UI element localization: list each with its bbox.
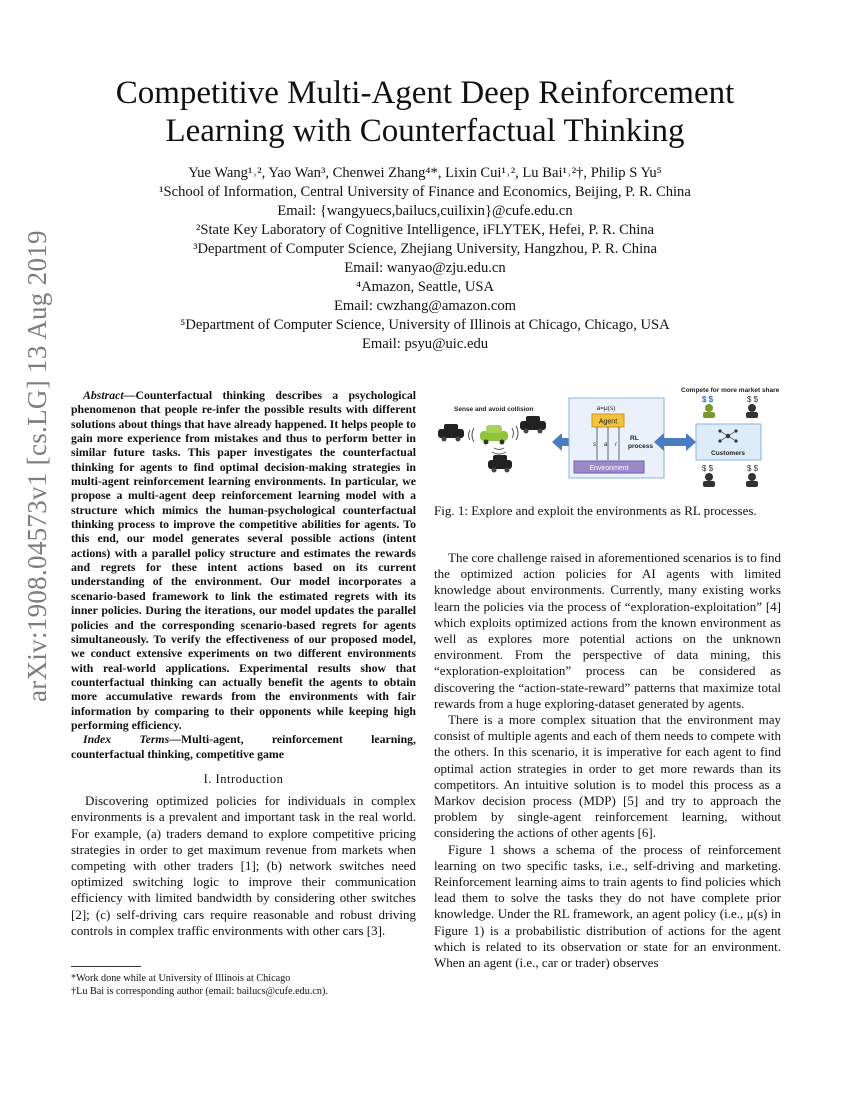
figure-1-diagram: [434, 380, 781, 495]
dollar-bottom-left: $ $: [702, 464, 714, 473]
agent-label: Agent: [598, 418, 618, 426]
environment-label: Environment: [589, 465, 629, 472]
dollar-top-right: $ $: [747, 395, 759, 404]
arxiv-sidebar-identifier: arXiv:1908.04573v1 [cs.LG] 13 Aug 2019: [22, 230, 52, 702]
index-terms-label: Index Terms: [83, 732, 170, 747]
trader-top-right-icon: [746, 404, 758, 418]
left-column: [71, 388, 416, 939]
author-block: [70, 164, 780, 354]
sensor-wave-right-icon: [512, 426, 518, 440]
sensor-wave-left-icon: [469, 428, 475, 442]
right-paragraph-2: There is a more complex situation that the environment may consist of multiple agents and each of them needs to compete with the others. In this scenario, it is imperative for each agent to find optimal action strategies in order to get more rewards than its competitors. An intuitive solution is to model this process as a Markov decision process (MDP) [5] and try to approach the problem by single-agent reinforcement learning, without considering the actions of other agents [6].: [434, 712, 781, 841]
footnote-2: †Lu Bai is corresponding author (email: bailucs@cufe.edu.cn).: [71, 986, 328, 997]
affiliation-1: ¹School of Information, Central University of Finance and Economics, Beijing, P. R. China: [159, 184, 691, 200]
rl-label: RL: [630, 435, 639, 442]
right-column: [434, 550, 781, 971]
action-symbol: a: [604, 442, 608, 448]
index-terms: [71, 732, 416, 761]
footnote-rule: [71, 966, 141, 967]
reward-symbol: r: [615, 442, 617, 448]
intro-paragraph: Discovering optimized policies for individuals in complex environments is a prevalent and important task in the real world. For example, (a) traders demand to explore competitive pricing strategies in order to get maximum revenue from markets when competing with other traders [1]; (b) network switches need optimized switching logic to improve their communication efficiency with limited bandwidth by considering other switches [2]; (c) self-driving cars require reasonable and robust driving controls in complex traffic environments with other cars [3].: [71, 793, 416, 938]
policy-label: a=μ(s): [596, 405, 616, 412]
author-list: Yue Wang¹˒², Yao Wan³, Chenwei Zhang⁴*, Lixin Cui¹˒², Lu Bai¹˒²†, Philip S Yu⁵: [188, 165, 662, 181]
title-line-2: Learning with Counterfactual Thinking: [165, 113, 685, 149]
title-line-1: Competitive Multi-Agent Deep Reinforcement: [115, 75, 735, 111]
affiliation-4: ⁴Amazon, Seattle, USA: [355, 279, 495, 295]
trader-bottom-right-icon: [746, 473, 758, 487]
state-symbol: s: [593, 442, 596, 448]
abstract: [71, 388, 416, 732]
affiliation-3: ³Department of Computer Science, Zhejiang University, Hangzhou, P. R. China: [193, 241, 657, 257]
car-bottom-icon: [488, 455, 512, 473]
email-3: Email: wanyao@zju.edu.cn: [344, 260, 506, 276]
right-paragraph-3: Figure 1 shows a schema of the process of reinforcement learning on two specific tasks, i.e., self-driving and marketing. Reinforcement learning aims to train agents to find policies which lead them to solve the tasks they do not have complete prior knowledge. Under the RL framework, an agent policy (i.e., μ(s) in Figure 1) is a probabilistic distribution of actions for the agent which is related to its observation or state for an environment. When an agent (i.e., car or trader) observes: [434, 841, 781, 971]
process-label: process: [628, 443, 653, 450]
right-paragraph-1: The core challenge raised in aforementioned scenarios is to find the optimized action policies for AI agents with limited knowledge about environments. Currently, many existing works learn the policies via the process of “exploration-exploitation” [4] which exploits optimized actions from the known environment as well as explores more potential actions on the unknown environment. From the perspective of data mining, this “exploration-exploitation” process can be considered as discovering the “action-state-reward” patterns that maximize total rewards from a huge exploring-dataset generated by agents.: [434, 550, 781, 711]
affiliation-2: ²State Key Laboratory of Cognitive Intelligence, iFLYTEK, Hefei, P. R. China: [195, 222, 655, 238]
right-scene-label: Compete for more market share: [681, 387, 780, 394]
footnote-1: *Work done while at University of Illinois at Chicago: [71, 973, 291, 984]
dollar-bottom-right: $ $: [747, 464, 759, 473]
dollar-top-left: $ $: [702, 395, 714, 404]
affiliation-5: ⁵Department of Computer Science, University of Illinois at Chicago, Chicago, USA: [180, 317, 670, 333]
figure-1-caption: Fig. 1: Explore and exploit the environments as RL processes.: [434, 503, 757, 518]
section-heading-introduction: I. Introduction: [203, 771, 284, 786]
trader-top-left-icon: [703, 404, 715, 418]
car-right-icon: [520, 416, 546, 434]
self-driving-car-icon: [480, 425, 508, 445]
sensor-wave-bottom-icon: [492, 448, 506, 454]
car-left-icon: [438, 424, 464, 442]
index-terms-text: —Multi-agent, reinforcement learning, counterfactual thinking, competitive game: [71, 732, 416, 761]
trader-bottom-left-icon: [703, 473, 715, 487]
abstract-label: Abstract: [83, 388, 124, 402]
abstract-text: —Counterfactual thinking describes a psychological phenomenon that people re-infer the possible results with different solutions about things that have already happened. It helps people to gain more experience from mistakes and thus to perform better in similar future tasks. This paper investigates the counterfactual thinking for agents to find optimal decision-making strategies in multi-agent reinforcement learning environments. In particular, we propose a multi-agent deep reinforcement learning model with a structure which mimics the human-psychological counterfactual thinking process to improve the competitive abilities for agents. To this end, our model generates several possible actions (intent actions) with a parallel policy structure and estimates the rewards and regrets for these intent actions based on its current understanding of the environment. Our model incorporates a scenario-based framework to link the estimated regrets with its inner policies. During the iterations, our model updates the parallel policies and the corresponding scenario-based regrets for agents simultaneously. To verify the effectiveness of our proposed model, we conduct extensive experiments on two different environments with real-world applications. Experimental results show that counterfactual thinking can actually benefit the agents to obtain more accumulative rewards from the environments with fair information by comparing to their opponents while keeping high performing efficiency.: [71, 388, 416, 732]
figure-1: [434, 380, 781, 495]
email-5: Email: psyu@uic.edu: [361, 336, 489, 352]
customers-label: Customers: [711, 450, 745, 457]
footnotes: [71, 972, 416, 998]
paper-title: [70, 74, 780, 150]
left-scene-label: Sense and avoid collision: [454, 406, 534, 413]
email-1: Email: {wangyuecs,bailucs,cuilixin}@cufe.edu.cn: [277, 203, 573, 219]
email-4: Email: cwzhang@amazon.com: [333, 298, 516, 314]
